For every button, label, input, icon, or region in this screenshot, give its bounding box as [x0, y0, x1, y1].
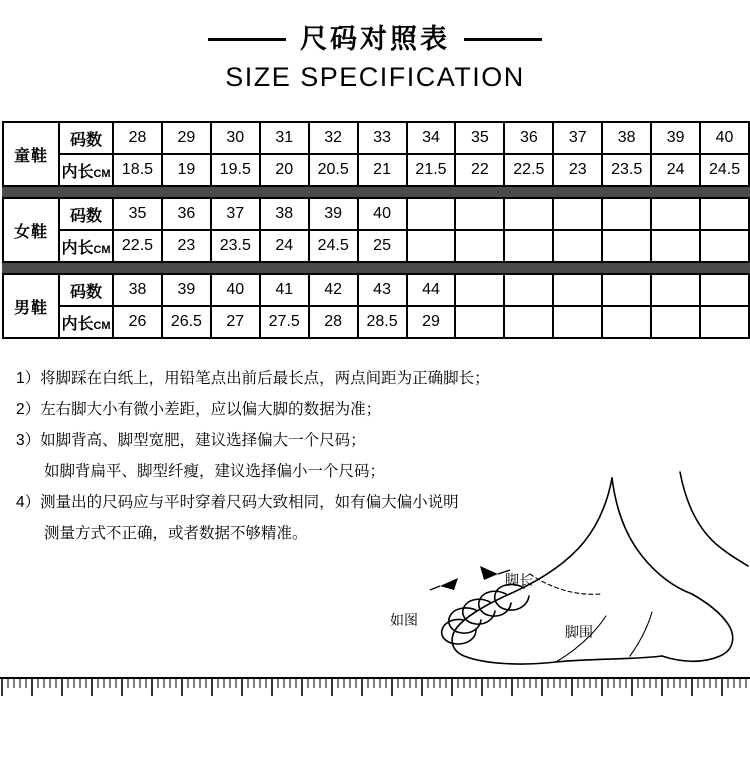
size-group-men: [2, 273, 748, 339]
empty-cell: [504, 274, 553, 306]
row-label-length-text: 内长: [61, 315, 94, 333]
empty-cell: [455, 198, 504, 230]
empty-cell: [700, 230, 749, 262]
empty-cell: [553, 306, 602, 338]
size-cell: 40: [211, 274, 260, 306]
table-row: [3, 198, 749, 230]
size-cell: 30: [211, 122, 260, 154]
arrow-head: [480, 566, 498, 580]
size-cell: 29: [162, 122, 211, 154]
empty-cell: [504, 198, 553, 230]
row-label-length: [59, 154, 113, 186]
note-item: 3）如脚背高、脚型宽肥，建议选择偏大一个尺码；: [16, 432, 366, 449]
size-cell: 36: [162, 198, 211, 230]
empty-cell: [651, 230, 700, 262]
empty-cell: [553, 198, 602, 230]
length-cell: 27: [211, 306, 260, 338]
row-label-length-text: 内长: [61, 163, 94, 181]
size-cell: 39: [162, 274, 211, 306]
table-row: [3, 306, 749, 338]
row-label-length-unit: CM: [93, 167, 111, 180]
category-label-kids: 童鞋: [3, 122, 59, 186]
size-cell: 34: [407, 122, 456, 154]
size-tables: [0, 121, 750, 339]
section-divider: [2, 187, 750, 197]
table-row: [3, 274, 749, 306]
length-cell: 24.5: [700, 154, 749, 186]
length-cell: 22: [455, 154, 504, 186]
size-cell: 39: [651, 122, 700, 154]
length-cell: 22.5: [504, 154, 553, 186]
size-cell: 38: [113, 274, 162, 306]
length-cell: 23.5: [211, 230, 260, 262]
size-cell: 28: [113, 122, 162, 154]
size-table-women: [2, 197, 750, 263]
size-group-kids: [2, 121, 748, 187]
size-cell: 40: [700, 122, 749, 154]
length-cell: 26.5: [162, 306, 211, 338]
table-row: [3, 230, 749, 262]
title-rule-left: [208, 38, 286, 41]
note-item: 2）左右脚大小有微小差距，应以偏大脚的数据为准；: [16, 401, 382, 418]
size-cell: 37: [553, 122, 602, 154]
empty-cell: [700, 198, 749, 230]
section-divider: [2, 263, 750, 273]
row-label-length: [59, 306, 113, 338]
size-cell: 31: [260, 122, 309, 154]
size-cell: 43: [358, 274, 407, 306]
length-cell: 18.5: [113, 154, 162, 186]
table-row: [3, 122, 749, 154]
length-cell: 24: [651, 154, 700, 186]
row-label-size: 码数: [59, 274, 113, 306]
note-item: 测量方式不正确，或者数据不够精准。: [44, 525, 308, 542]
empty-cell: [651, 274, 700, 306]
empty-cell: [700, 306, 749, 338]
row-label-size: 码数: [59, 198, 113, 230]
length-cell: 20.5: [309, 154, 358, 186]
length-cell: 24.5: [309, 230, 358, 262]
size-cell: 37: [211, 198, 260, 230]
size-cell: 44: [407, 274, 456, 306]
row-label-length-unit: CM: [93, 243, 111, 256]
foot-diagram-icon: [380, 470, 750, 690]
length-cell: 20: [260, 154, 309, 186]
empty-cell: [455, 306, 504, 338]
size-cell: 35: [113, 198, 162, 230]
length-cell: 27.5: [260, 306, 309, 338]
row-label-length: [59, 230, 113, 262]
empty-cell: [553, 274, 602, 306]
size-cell: 38: [602, 122, 651, 154]
empty-cell: [602, 198, 651, 230]
size-table-men: [2, 273, 750, 339]
size-cell: 38: [260, 198, 309, 230]
size-cell: 32: [309, 122, 358, 154]
length-cell: 23: [162, 230, 211, 262]
title-row: [0, 26, 750, 53]
size-cell: 33: [358, 122, 407, 154]
length-cell: 23.5: [602, 154, 651, 186]
arrow-head: [440, 578, 458, 590]
empty-cell: [602, 230, 651, 262]
empty-cell: [602, 274, 651, 306]
empty-cell: [455, 274, 504, 306]
length-cell: 28.5: [358, 306, 407, 338]
illustration-label-ruzhi: 如图: [390, 612, 418, 628]
category-label-men: 男鞋: [3, 274, 59, 338]
empty-cell: [553, 230, 602, 262]
length-cell: 21.5: [407, 154, 456, 186]
empty-cell: [651, 198, 700, 230]
empty-cell: [602, 306, 651, 338]
row-label-length-text: 内长: [61, 239, 94, 257]
note-item: 1）将脚踩在白纸上，用铅笔点出前后最长点，两点间距为正确脚长；: [16, 370, 490, 387]
size-cell: 41: [260, 274, 309, 306]
page-title-en: SIZE SPECIFICATION: [225, 62, 525, 92]
length-cell: 28: [309, 306, 358, 338]
empty-cell: [651, 306, 700, 338]
empty-cell: [407, 198, 456, 230]
row-label-size: 码数: [59, 122, 113, 154]
empty-cell: [700, 274, 749, 306]
size-group-women: [2, 197, 748, 263]
size-table-kids: [2, 121, 750, 187]
length-cell: 22.5: [113, 230, 162, 262]
note-item: 如脚背扁平、脚型纤瘦，建议选择偏小一个尺码；: [44, 463, 386, 480]
row-label-length-unit: CM: [93, 319, 111, 332]
illustration-label-foot-length: 脚长: [505, 572, 533, 588]
page-title-cn: 尺码对照表: [300, 24, 450, 54]
length-cell: 24: [260, 230, 309, 262]
empty-cell: [504, 306, 553, 338]
size-cell: 39: [309, 198, 358, 230]
size-cell: 40: [358, 198, 407, 230]
size-cell: 35: [455, 122, 504, 154]
title-rule-right: [464, 38, 542, 41]
foot-illustration: [380, 470, 750, 690]
empty-cell: [407, 230, 456, 262]
bottom-strip: [0, 706, 750, 762]
category-label-women: 女鞋: [3, 198, 59, 262]
length-cell: 19.5: [211, 154, 260, 186]
empty-cell: [504, 230, 553, 262]
illustration-label-foot-girth: 脚围: [565, 624, 593, 640]
ruler-icon: [0, 676, 750, 706]
size-cell: 42: [309, 274, 358, 306]
size-cell: 36: [504, 122, 553, 154]
length-cell: 26: [113, 306, 162, 338]
length-cell: 25: [358, 230, 407, 262]
page-header: [0, 0, 750, 93]
empty-cell: [455, 230, 504, 262]
table-row: [3, 154, 749, 186]
ruler-graphic: [0, 676, 750, 706]
length-cell: 29: [407, 306, 456, 338]
length-cell: 23: [553, 154, 602, 186]
length-cell: 19: [162, 154, 211, 186]
length-cell: 21: [358, 154, 407, 186]
note-item: 4）测量出的尺码应与平时穿着尺码大致相同，如有偏大偏小说明: [16, 494, 459, 511]
